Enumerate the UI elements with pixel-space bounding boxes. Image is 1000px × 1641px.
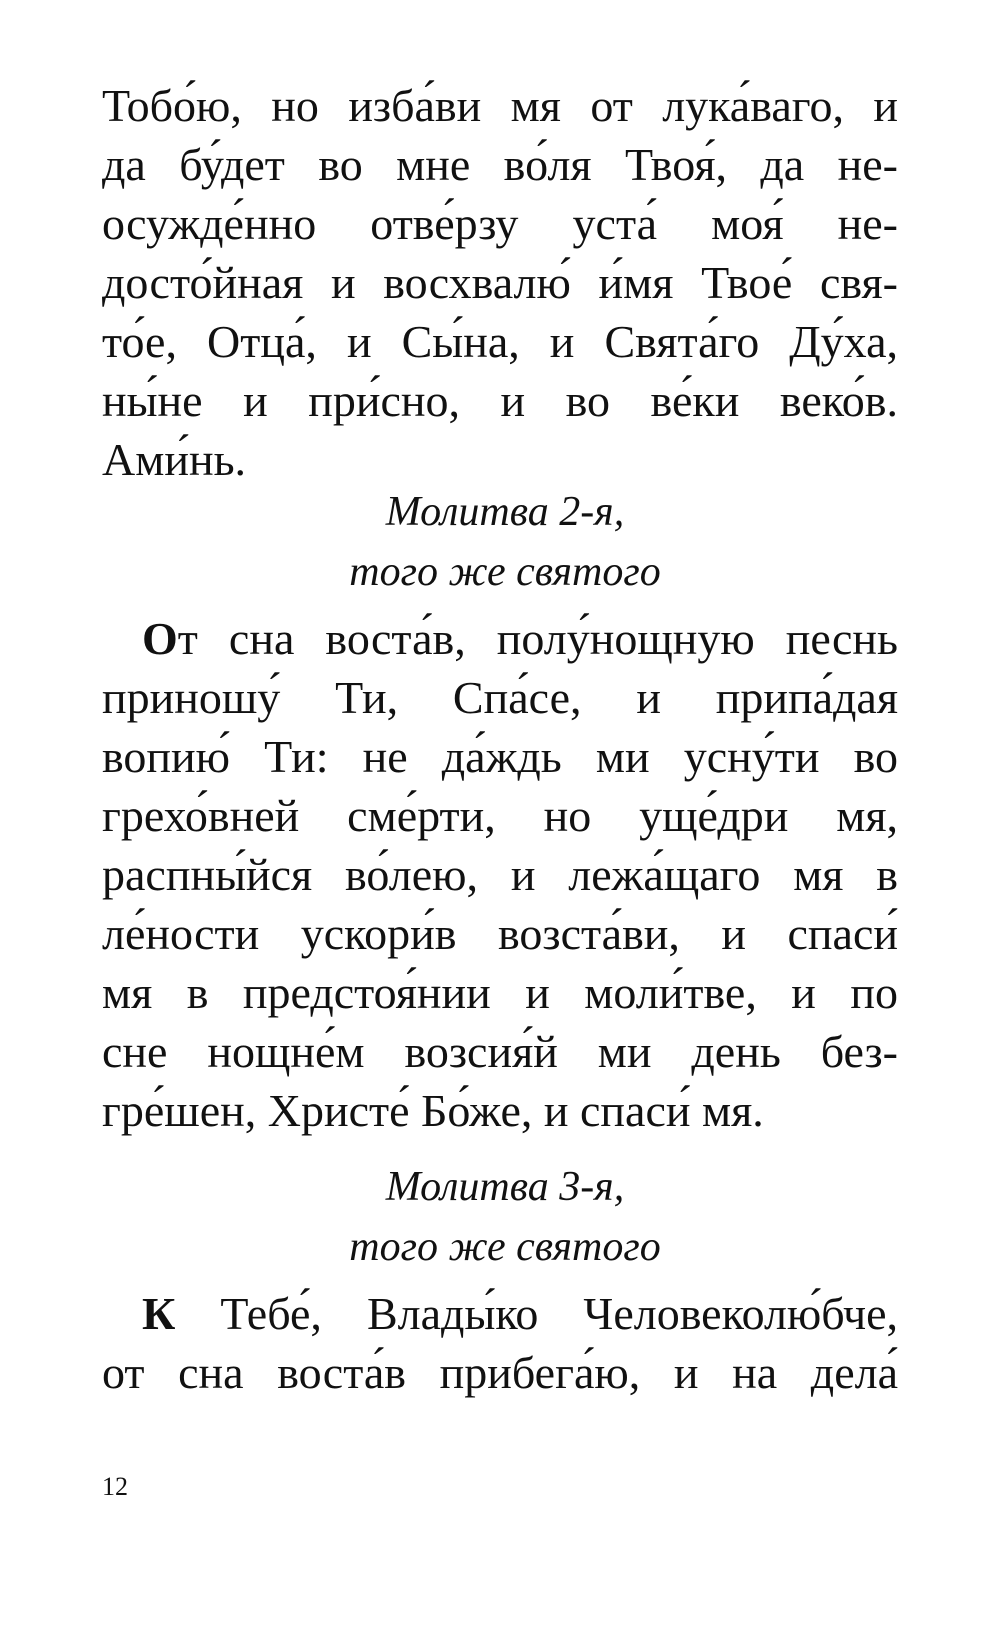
text-line: приношу́ Ти, Спа́се, и припа́дая xyxy=(102,672,898,723)
text-line: да бу́дет во мне во́ля Твоя́, да не- xyxy=(102,139,898,190)
drop-initial: К xyxy=(142,1288,176,1339)
continued-paragraph xyxy=(102,76,898,489)
text-line: сне нощне́м возсия́й ми день без- xyxy=(102,1026,898,1077)
prayer-2-heading xyxy=(0,482,1000,602)
text-line xyxy=(102,1284,898,1343)
text-line: ны́не и при́сно, и во ве́ки веко́в. xyxy=(102,375,898,426)
text-line: досто́йная и восхвалю́ и́мя Твое́ свя- xyxy=(102,257,898,308)
text-line: осужде́нно отве́рзу уста́ моя́ не- xyxy=(102,198,898,249)
page-number: 12 xyxy=(102,1472,128,1501)
first-line-text: Тебе́, Влады́ко Человеколю́бче, xyxy=(175,1288,898,1339)
text-line: вопию́ Ти: не да́ждь ми усну́ти во xyxy=(102,731,898,782)
text-line: грехо́вней сме́рти, но уще́дри мя, xyxy=(102,790,898,841)
heading-subtitle: того же святого xyxy=(349,549,661,595)
prayer-3-heading xyxy=(0,1157,1000,1277)
prayer-2-text xyxy=(102,609,898,1140)
text-line: распны́йся во́лею, и лежа́щаго мя в xyxy=(102,849,898,900)
text-line xyxy=(102,609,898,668)
heading-title: Молитва 2-я, xyxy=(385,489,625,535)
heading-title: Молитва 3-я, xyxy=(385,1164,625,1210)
heading-subtitle: того же святого xyxy=(349,1224,661,1270)
text-line: мя в предстоя́нии и моли́тве, и по xyxy=(102,967,898,1018)
text-line: гре́шен, Христе́ Бо́же, и спаси́ мя. xyxy=(102,1085,764,1136)
text-line: Ами́нь. xyxy=(102,434,247,485)
text-line: то́е, Отца́, и Сы́на, и Свята́го Ду́ха, xyxy=(102,316,898,367)
text-line: ле́ности ускори́в возста́ви, и спаси́ xyxy=(102,908,898,959)
prayer-3-text xyxy=(102,1284,898,1402)
text-line: Тобо́ю, но изба́ви мя от лука́ваго, и xyxy=(102,80,898,131)
first-line-text: т сна воста́в, полу́нощную песнь xyxy=(177,613,898,664)
text-line: от сна воста́в прибега́ю, и на дела́ xyxy=(102,1347,898,1398)
drop-initial: О xyxy=(142,613,178,664)
